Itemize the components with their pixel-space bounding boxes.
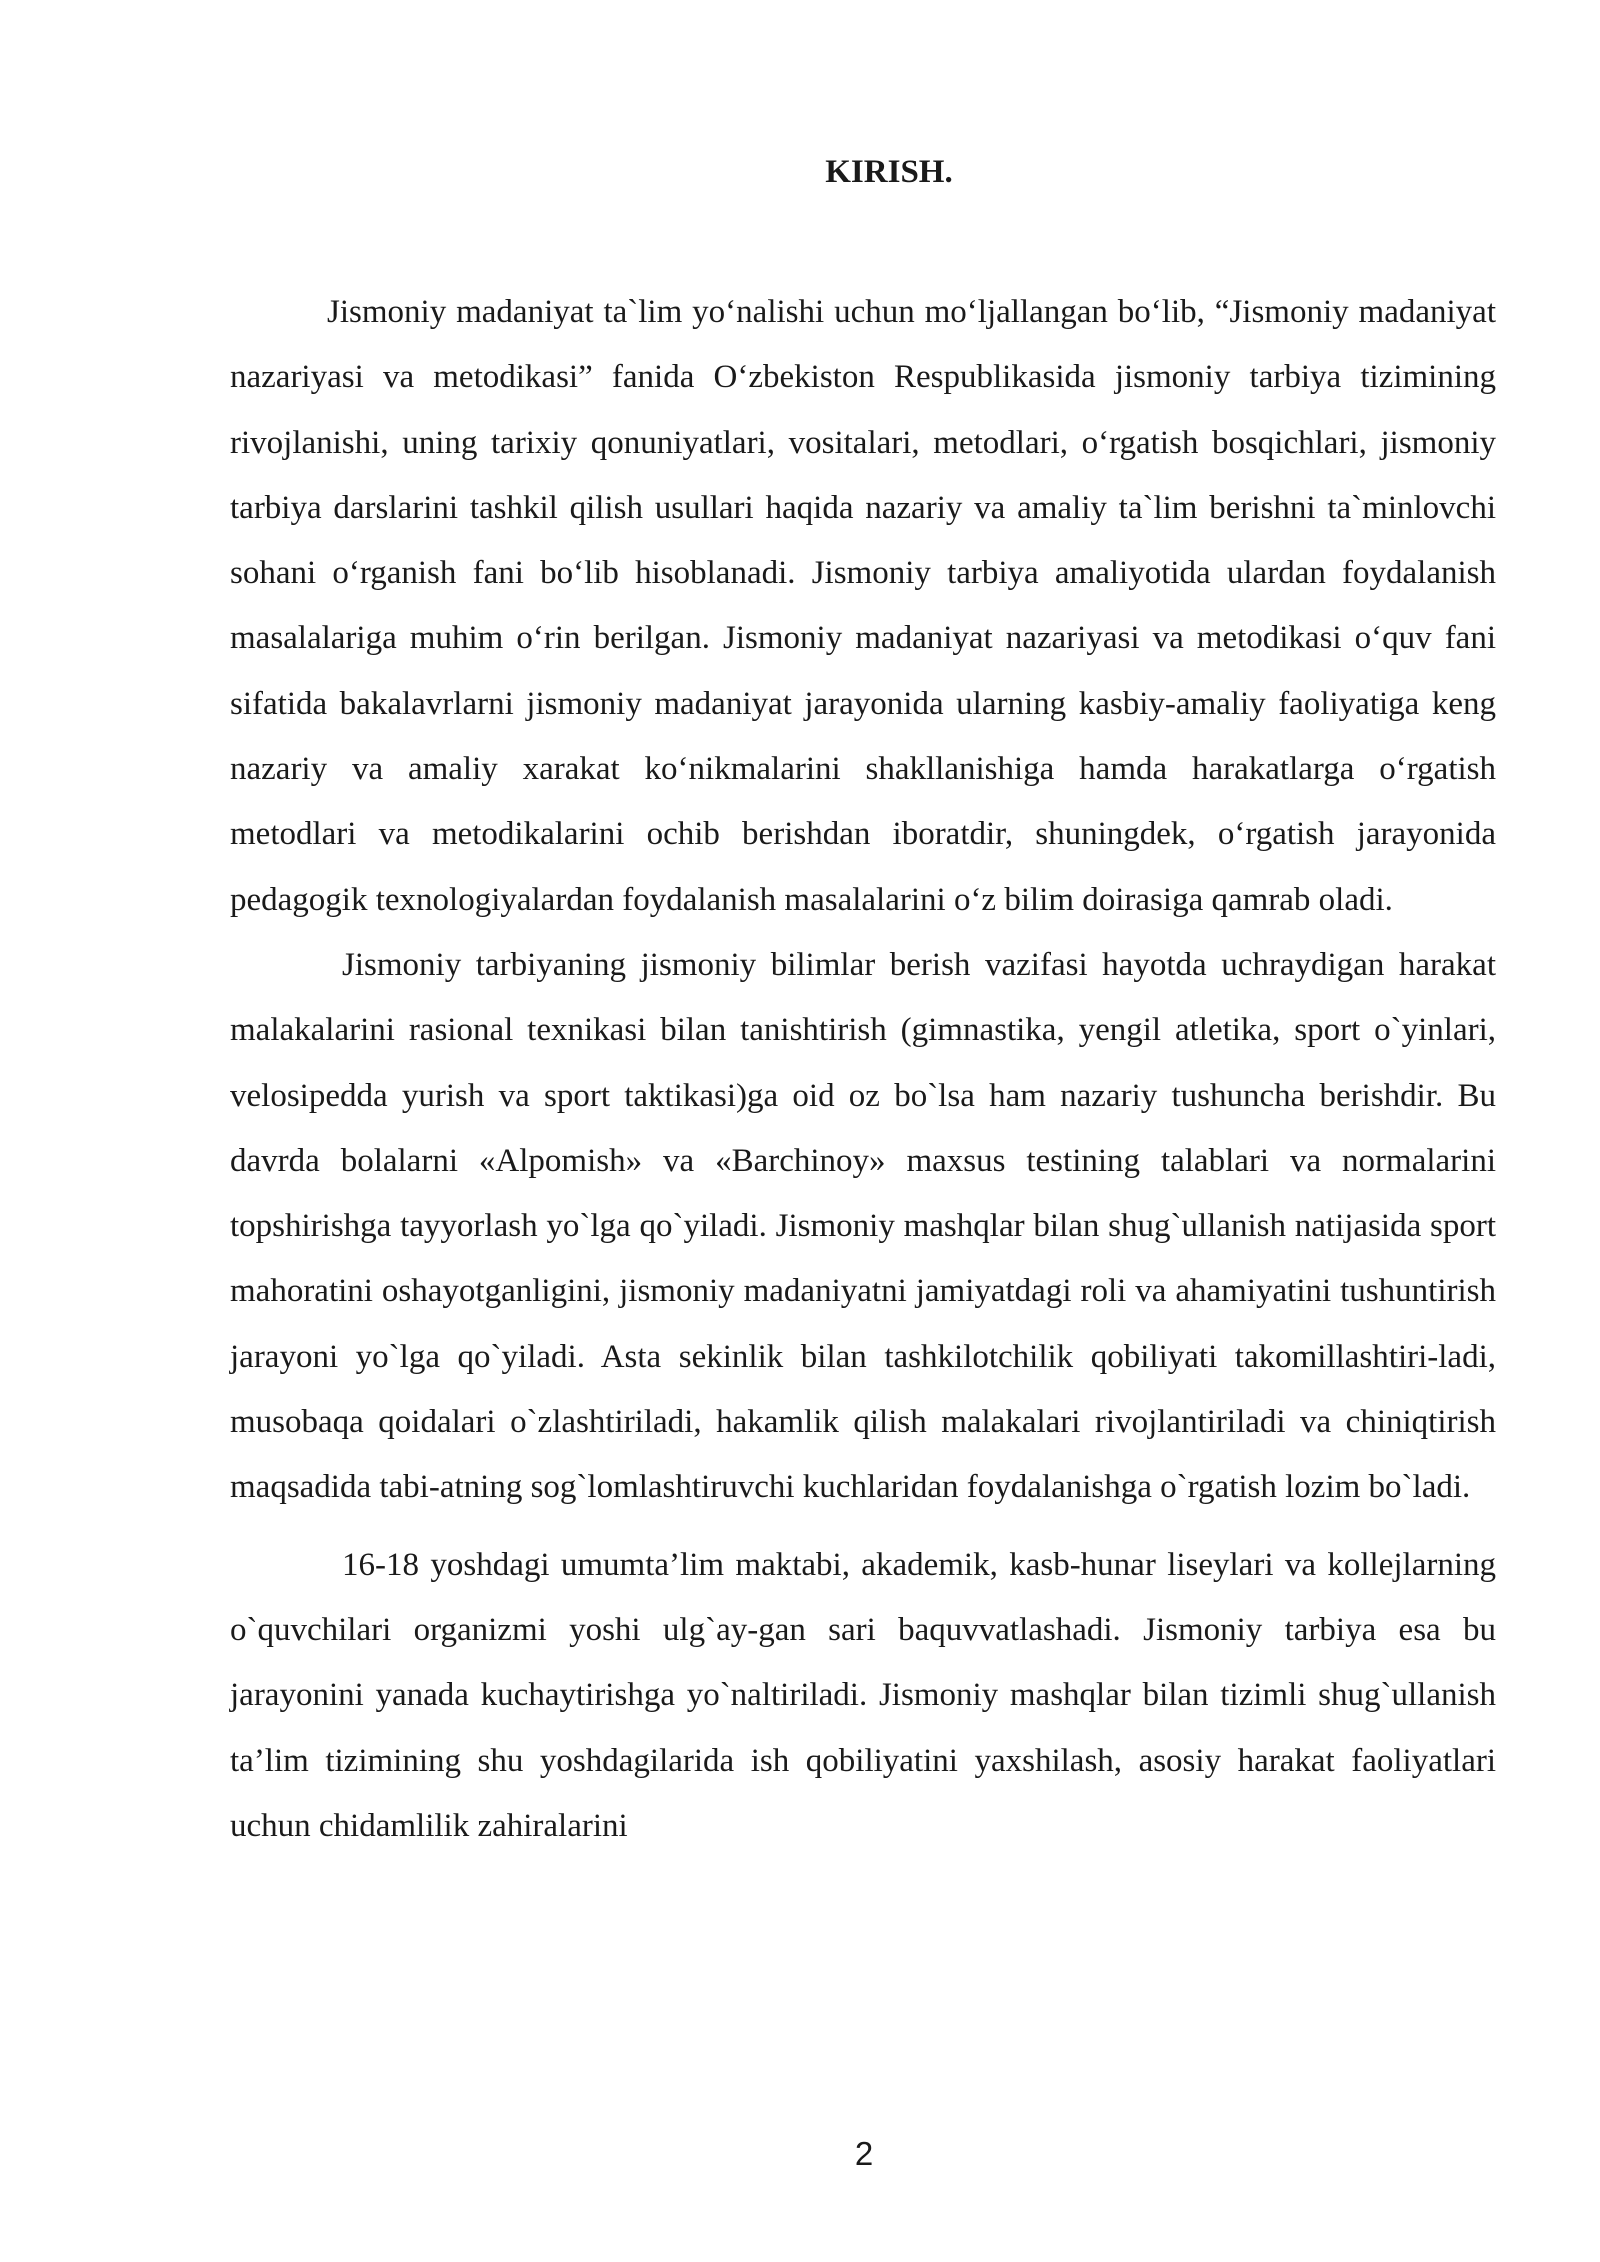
paragraph-3: 16-18 yoshdagi umumta’lim maktabi, akademik, kasb-hunar liseylari va kollejlarning o`quvchilari organizmi yoshi ulg`ay-gan sari baquvvatlashadi. Jismoniy tarbiya esa bu jarayonini yanada kuchaytirishga yo`naltiriladi. Jismoniy mashqlar bilan tizimli shug`ullanish ta’lim tizimining shu yoshdagilarida ish qobiliyatini yaxshilash, asosiy harakat faoliyatlari uchun chidamlilik zahiralarini xyxy=(230,1546,1496,1844)
page-title: KIRISH. xyxy=(825,154,953,190)
body-text xyxy=(230,280,1496,1859)
paragraph-2: Jismoniy tarbiyaning jismoniy bilimlar berish vazifasi hayotda uchraydigan harakat malakalarini rasional texnikasi bilan tanishtirish (gimnastika, yengil atletika, sport o`yinlari, velosipedda yurish va sport taktikasi)ga oid oz bo`lsa ham nazariy tushuncha berishdir. Bu davrda bolalarni «Alpomish» va «Barchinoy» maxsus testining talablari va normalarini topshirishga tayyorlash yo`lga qo`yiladi. Jismoniy mashqlar bilan shug`ullanish natijasida sport mahoratini oshayotganligini, jismoniy madaniyatni jamiyatdagi roli va ahamiyatini tushuntirish jarayoni yo`lga qo`yiladi. Asta sekinlik bilan tashkilotchilik qobiliyati takomillashtiri-ladi, musobaqa qoidalari o`zlashtiriladi, hakamlik qilish malakalari rivojlantiriladi va chiniqtirish maqsadida tabi-atning sog`lomlashtiruvchi kuchlaridan foydalanishga o`rgatish lozim bo`ladi. xyxy=(230,946,1496,1506)
paragraph-1: Jismoniy madaniyat ta`lim yo‘nalishi uchun mo‘ljallangan bo‘lib, “Jismoniy madaniyat nazariyasi va metodikasi” fanida O‘zbekiston Respublikasida jismoniy tarbiya tizimining rivojlanishi, uning tarixiy qonuniyatlari, vositalari, metodlari, o‘rgatish bosqichlari, jismoniy tarbiya darslarini tashkil qilish usullari haqida nazariy va amaliy ta`lim berishni ta`minlovchi sohani o‘rganish fani bo‘lib hisoblanadi. Jismoniy tarbiya amaliyotida ulardan foydalanish masalalariga muhim o‘rin berilgan. Jismoniy madaniyat nazariyasi va metodikasi o‘quv fani sifatida bakalavrlarni jismoniy madaniyat jarayonida ularning kasbiy-amaliy faoliyatiga keng nazariy va amaliy xarakat ko‘nikmalarini shakllanishiga hamda harakatlarga o‘rgatish metodlari va metodikalarini ochib berishdan iboratdir, shuningdek, o‘rgatish jarayonida pedagogik texnologiyalardan foydalanish masalalarini o‘z bilim doirasiga qamrab oladi. xyxy=(230,294,1496,918)
page-number: 2 xyxy=(854,2135,874,2172)
